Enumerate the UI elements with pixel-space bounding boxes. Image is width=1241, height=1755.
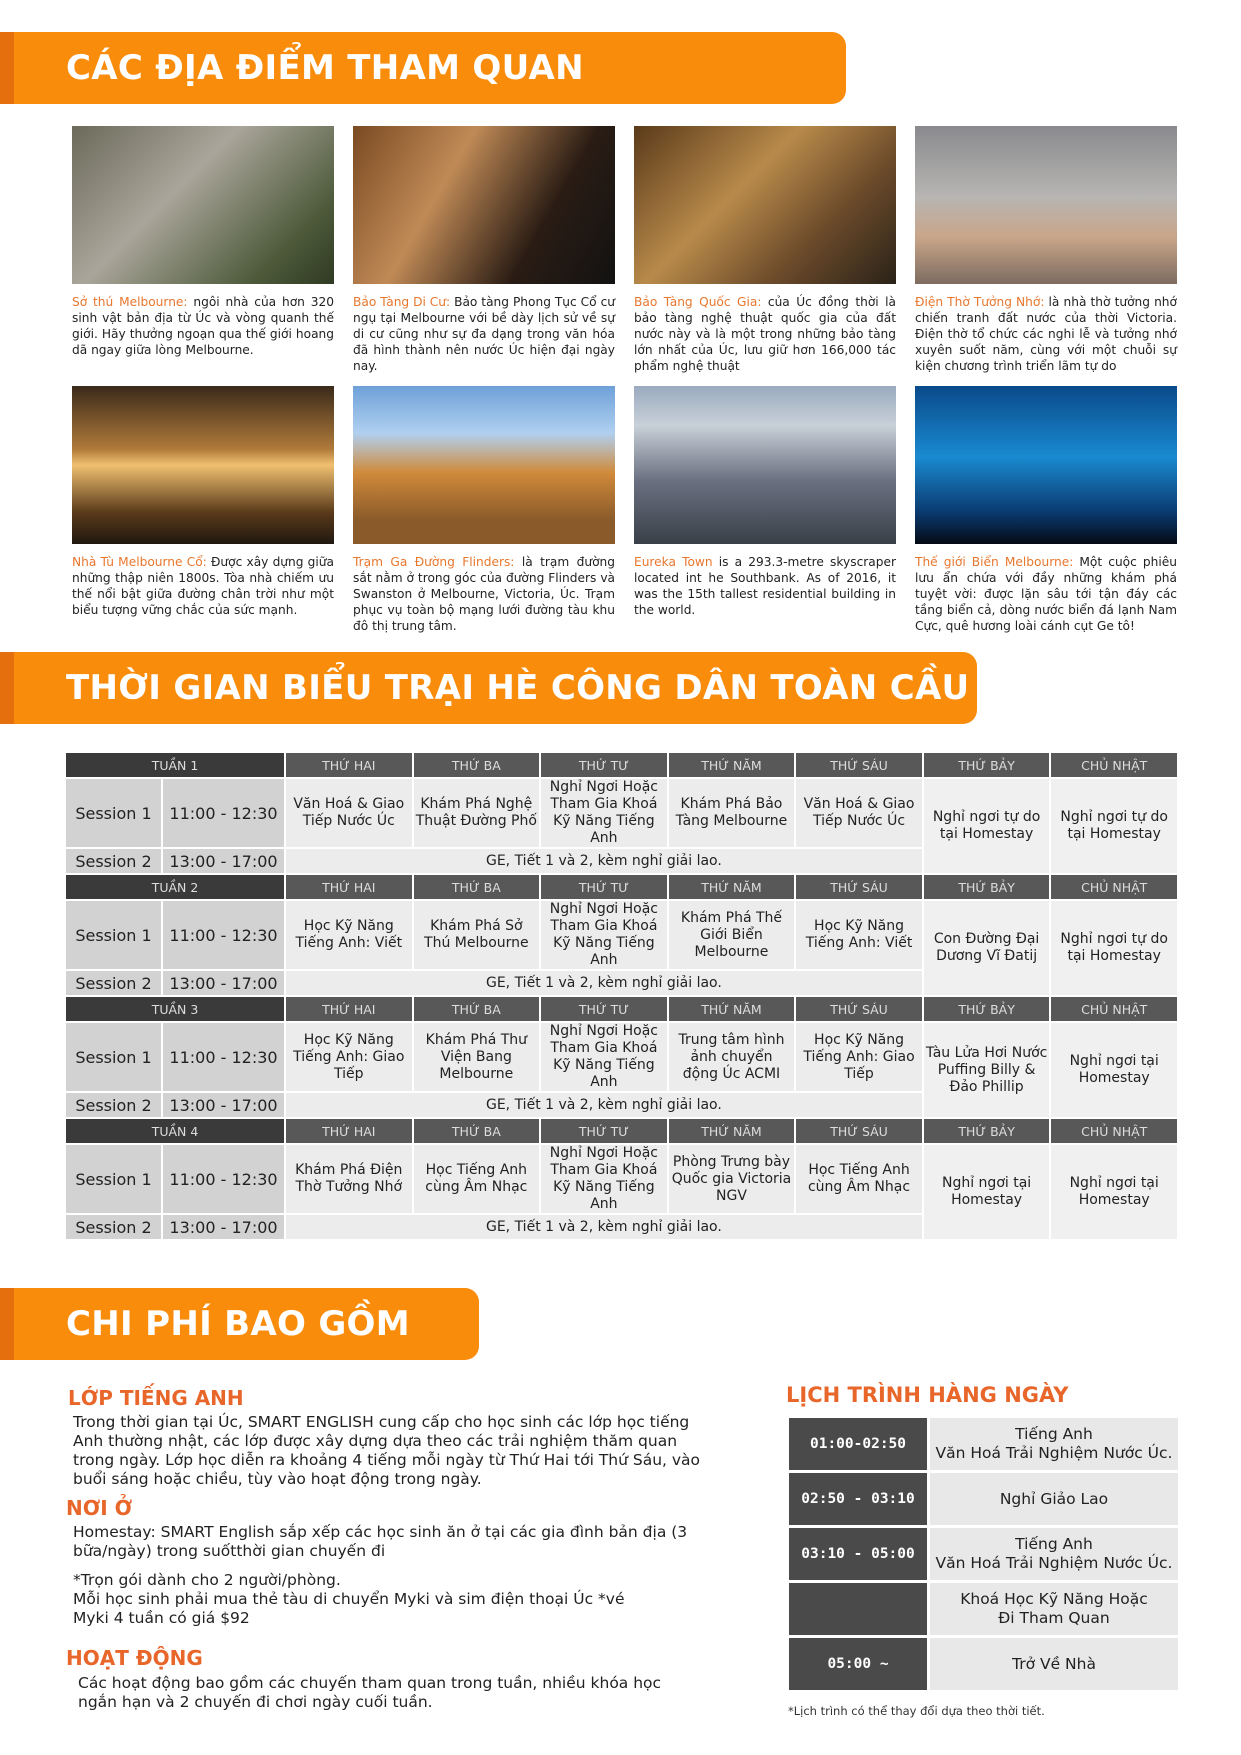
attraction-caption (634, 294, 896, 374)
session-label: Session 2 (66, 971, 161, 995)
day-header: THỨ BA (414, 875, 540, 899)
daily-schedule-footnote: *Lịch trình có thể thay đổi dựa theo thời tiết. (788, 1704, 1045, 1718)
daily-activity-line1: Khoá Học Kỹ Năng Hoặc (960, 1590, 1148, 1608)
session-label: Session 1 (66, 1023, 161, 1091)
day-header: THỨ SÁU (796, 997, 922, 1021)
attraction-description: Một cuộc phiêu lưu ẩn chứa với đầy những khám phá tuyệt vời: được lặn sâu tới tận đáy các tầng biển cả, dòng nước biển đá lạnh Nam Cực, quê hương loài cánh cụt Ge tô! (915, 555, 1178, 633)
day-header: THỨ TƯ (541, 997, 667, 1021)
day-header: THỨ SÁU (796, 875, 922, 899)
day-header: CHỦ NHẬT (1051, 997, 1177, 1021)
day-header: THỨ TƯ (541, 875, 667, 899)
daily-activity (930, 1528, 1178, 1580)
sunday-activity: Nghỉ ngơi tại Homestay (1051, 1023, 1177, 1117)
day-header: THỨ BA (414, 753, 540, 777)
daily-activity (930, 1473, 1178, 1525)
daily-time: 02:50 - 03:10 (789, 1473, 927, 1525)
day-header: THỨ HAI (286, 753, 412, 777)
week-header-row (66, 753, 1177, 777)
week-label: TUẦN 3 (66, 997, 284, 1021)
session-label: Session 1 (66, 901, 161, 969)
daily-time: 01:00-02:50 (789, 1418, 927, 1470)
attraction-description: là trạm đường sắt nằm ở trong góc của đường Flinders và Swanston ở Melbourne, Victoria, Úc. Trạm phục vụ toàn bộ mạng lưới đường tàu khu đô thị trung tâm. (353, 555, 615, 633)
daily-row (789, 1528, 1178, 1580)
weekly-schedule-table (64, 751, 1179, 1241)
sunday-activity: Nghỉ ngơi tự do tại Homestay (1051, 901, 1177, 995)
attraction-name: Bảo Tàng Quốc Gia: (634, 295, 762, 309)
daily-time: 03:10 - 05:00 (789, 1528, 927, 1580)
day-header: THỨ TƯ (541, 753, 667, 777)
daily-activity-line2: Đi Tham Quan (998, 1609, 1110, 1627)
attraction-card (634, 386, 896, 618)
attraction-caption (72, 294, 334, 358)
attraction-caption (915, 554, 1177, 634)
attraction-card (915, 386, 1177, 634)
attraction-name: Sở thú Melbourne: (72, 295, 188, 309)
museum-photo (353, 126, 615, 284)
attractions-banner (0, 32, 846, 104)
day-header: CHỦ NHẬT (1051, 1119, 1177, 1143)
attraction-card (72, 386, 334, 618)
attraction-name: Bảo Tàng Di Cư: (353, 295, 451, 309)
attraction-description: của Úc đồng thời là bảo tàng nghệ thuật quốc gia của đất nước này và là một trong những bảo tàng lớn nhất của Úc, lưu giữ hơn 166,000 tác phẩm nghệ thuật (634, 295, 896, 373)
daily-activity-line2: Văn Hoá Trải Nghiệm Nước Úc. (935, 1554, 1173, 1572)
skyline-photo (634, 386, 896, 544)
attraction-caption (72, 554, 334, 618)
station-photo (353, 386, 615, 544)
activities-text: Các hoạt động bao gồm các chuyến tham quan trong tuần, nhiều khóa học ngắn hạn và 2 chuyến đi chơi ngày cuối tuần. (78, 1674, 662, 1711)
activity-cell: Nghỉ Ngơi Hoặc Tham Gia Khoá Kỹ Năng Tiếng Anh (541, 779, 667, 847)
koala-photo (72, 126, 334, 284)
attraction-description: Được xây dựng giữa những thập niên 1800s. Tòa nhà chiếm ưu thế nổi bật giữa đường chân trời như một biểu tượng vững chắc của sức mạnh. (72, 555, 334, 617)
daily-schedule-table (786, 1415, 1181, 1693)
attraction-description: is a 293.3-metre skyscraper located int he Southbank. As of 2016, it was the 15th tallest residential building in the world. (634, 555, 897, 617)
activity-cell: Văn Hoá & Giao Tiếp Nước Úc (796, 779, 922, 847)
day-header: THỨ BẢY (924, 875, 1050, 899)
session2-activity: GE, Tiết 1 và 2, kèm nghỉ giải lao. (286, 971, 922, 995)
week-label: TUẦN 1 (66, 753, 284, 777)
session-time: 13:00 - 17:00 (163, 971, 284, 995)
saturday-activity: Con Đường Đại Dương Vĩ Đatij (924, 901, 1050, 995)
session-label: Session 1 (66, 779, 161, 847)
attraction-caption (915, 294, 1177, 374)
attraction-name: Nhà Tù Melbourne Cổ: (72, 555, 207, 569)
daily-row (789, 1418, 1178, 1470)
activities-heading: HOẠT ĐỘNG (66, 1646, 203, 1670)
activity-cell: Văn Hoá & Giao Tiếp Nước Úc (286, 779, 412, 847)
daily-row (789, 1583, 1178, 1635)
activity-cell: Nghỉ Ngơi Hoặc Tham Gia Khoá Kỹ Năng Tiếng Anh (541, 1145, 667, 1213)
attraction-description: ngôi nhà của hơn 320 sinh vật bản địa từ Úc và vòng quanh thế giới. Hãy thưởng ngoạn qua thế giới hoang dã ngay giữa lòng Melbourne. (72, 295, 334, 357)
activity-cell: Học Kỹ Năng Tiếng Anh: Giao Tiếp (286, 1023, 412, 1091)
attraction-name: Trạm Ga Đường Flinders: (353, 555, 515, 569)
attractions-title: CÁC ĐỊA ĐIỂM THAM QUAN (66, 48, 584, 88)
session1-row (66, 1145, 1177, 1213)
gallery-photo (634, 126, 896, 284)
attraction-name: Eureka Town (634, 555, 713, 569)
session-time: 11:00 - 12:30 (163, 901, 284, 969)
activity-cell: Khám Phá Thế Giới Biển Melbourne (669, 901, 795, 969)
day-header: THỨ NĂM (669, 875, 795, 899)
saturday-activity: Nghỉ ngơi tự do tại Homestay (924, 779, 1050, 873)
daily-activity (930, 1418, 1178, 1470)
session-time: 13:00 - 17:00 (163, 849, 284, 873)
day-header: CHỦ NHẬT (1051, 875, 1177, 899)
accommodation-note-myki: Mỗi học sinh phải mua thẻ tàu di chuyển Myki và sim điện thoại Úc *vé Myki 4 tuần có giá $92 (73, 1590, 625, 1627)
session2-activity: GE, Tiết 1 và 2, kèm nghỉ giải lao. (286, 1093, 922, 1117)
aquarium-photo (915, 386, 1177, 544)
day-header: THỨ HAI (286, 997, 412, 1021)
daily-time (789, 1583, 927, 1635)
session2-activity: GE, Tiết 1 và 2, kèm nghỉ giải lao. (286, 849, 922, 873)
attraction-card (353, 126, 615, 374)
week-header-row (66, 875, 1177, 899)
activity-cell: Học Kỹ Năng Tiếng Anh: Viết (796, 901, 922, 969)
session-time: 11:00 - 12:30 (163, 779, 284, 847)
session-label: Session 2 (66, 1215, 161, 1239)
day-header: THỨ HAI (286, 1119, 412, 1143)
day-header: CHỦ NHẬT (1051, 753, 1177, 777)
schedule-title: THỜI GIAN BIỂU TRẠI HÈ CÔNG DÂN TOÀN CẦU (66, 668, 970, 708)
week-label: TUẦN 4 (66, 1119, 284, 1143)
attraction-card (915, 126, 1177, 374)
attraction-caption (634, 554, 896, 618)
attraction-card (72, 126, 334, 358)
session-time: 13:00 - 17:00 (163, 1093, 284, 1117)
schedule-banner (0, 652, 977, 724)
day-header: THỨ NĂM (669, 753, 795, 777)
daily-time: 05:00 ~ (789, 1638, 927, 1690)
activity-cell: Khám Phá Điện Thờ Tưởng Nhớ (286, 1145, 412, 1213)
day-header: THỨ BẢY (924, 1119, 1050, 1143)
costs-title: CHI PHÍ BAO GỒM (66, 1304, 410, 1344)
day-header: THỨ TƯ (541, 1119, 667, 1143)
english-class-text: Trong thời gian tại Úc, SMART ENGLISH cung cấp cho học sinh các lớp học tiếng Anh thường nhật, các lớp được xây dựng dựa theo các trải nghiệm thăm quan trong ngày. Lớp học diễn ra khoảng 4 tiếng mỗi ngày từ Thứ Hai tới Thứ Sáu, vào buổi sáng hoặc chiều, tùy vào hoạt động trong ngày. (73, 1413, 701, 1488)
accommodation-text: Homestay: SMART English sắp xếp các học sinh ăn ở tại các gia đình bản địa (3 bữa/ngày) trong suốtthời gian chuyến đi (73, 1523, 688, 1560)
sunday-activity: Nghỉ ngơi tự do tại Homestay (1051, 779, 1177, 873)
activity-cell: Nghỉ Ngơi Hoặc Tham Gia Khoá Kỹ Năng Tiếng Anh (541, 901, 667, 969)
day-header: THỨ NĂM (669, 997, 795, 1021)
day-header: THỨ HAI (286, 875, 412, 899)
activity-cell: Phòng Trưng bày Quốc gia Victoria NGV (669, 1145, 795, 1213)
attraction-name: Thế giới Biển Melbourne: (915, 555, 1074, 569)
activity-cell: Học Kỹ Năng Tiếng Anh: Viết (286, 901, 412, 969)
activity-cell: Khám Phá Bảo Tàng Melbourne (669, 779, 795, 847)
daily-activity (930, 1638, 1178, 1690)
daily-activity-line2: Văn Hoá Trải Nghiệm Nước Úc. (935, 1444, 1173, 1462)
saturday-activity: Nghỉ ngơi tại Homestay (924, 1145, 1050, 1239)
day-header: THỨ BẢY (924, 997, 1050, 1021)
attraction-card (353, 386, 615, 634)
activity-cell: Học Tiếng Anh cùng Âm Nhạc (414, 1145, 540, 1213)
session-time: 13:00 - 17:00 (163, 1215, 284, 1239)
english-class-heading: LỚP TIẾNG ANH (68, 1386, 244, 1410)
week-header-row (66, 997, 1177, 1021)
session-label: Session 2 (66, 849, 161, 873)
activity-cell: Khám Phá Thư Viện Bang Melbourne (414, 1023, 540, 1091)
accommodation-note-package: *Trọn gói dành cho 2 người/phòng. (73, 1571, 341, 1589)
attraction-caption (353, 554, 615, 634)
daily-activity-line1: Tiếng Anh (1015, 1425, 1093, 1443)
daily-activity-line1: Nghỉ Giảo Lao (999, 1489, 1109, 1508)
day-header: THỨ SÁU (796, 753, 922, 777)
attraction-name: Điện Thờ Tưởng Nhớ: (915, 295, 1045, 309)
session1-row (66, 1023, 1177, 1091)
daily-activity-line1: Trở Về Nhà (1012, 1654, 1096, 1673)
attraction-card (634, 126, 896, 374)
session-label: Session 2 (66, 1093, 161, 1117)
session-time: 11:00 - 12:30 (163, 1023, 284, 1091)
session-time: 11:00 - 12:30 (163, 1145, 284, 1213)
gaol-photo (72, 386, 334, 544)
activity-cell: Học Tiếng Anh cùng Âm Nhạc (796, 1145, 922, 1213)
attraction-caption (353, 294, 615, 374)
activity-cell: Học Kỹ Năng Tiếng Anh: Giao Tiếp (796, 1023, 922, 1091)
session1-row (66, 779, 1177, 847)
saturday-activity: Tàu Lửa Hơi Nước Puffing Billy & Đảo Phillip (924, 1023, 1050, 1117)
costs-banner (0, 1288, 479, 1360)
shrine-photo (915, 126, 1177, 284)
attraction-description: là nhà thờ tưởng nhớ chiến tranh đất nước của thời Victoria. Điện thờ tổ chức các nghi lễ và tưởng nhớ xuyên suốt năm, cùng với một chuỗi sự kiện chương trình triển lãm tự do (915, 295, 1177, 373)
session-label: Session 1 (66, 1145, 161, 1213)
day-header: THỨ BA (414, 997, 540, 1021)
activity-cell: Khám Phá Sở Thú Melbourne (414, 901, 540, 969)
accommodation-heading: NƠI Ở (66, 1496, 133, 1520)
session1-row (66, 901, 1177, 969)
attraction-description: Bảo tàng Phong Tục Cổ cư ngụ tại Melbourne với bề dày lịch sử về sự di cư cũng như sự đa dạng trong văn hóa đã hình thành nên nước Úc hiện đại ngày nay. (353, 295, 615, 373)
day-header: THỨ BẢY (924, 753, 1050, 777)
day-header: THỨ BA (414, 1119, 540, 1143)
week-label: TUẦN 2 (66, 875, 284, 899)
activity-cell: Khám Phá Nghệ Thuật Đường Phố (414, 779, 540, 847)
week-header-row (66, 1119, 1177, 1143)
activity-cell: Trung tâm hình ảnh chuyển động Úc ACMI (669, 1023, 795, 1091)
day-header: THỨ NĂM (669, 1119, 795, 1143)
activity-cell: Nghỉ Ngơi Hoặc Tham Gia Khoá Kỹ Năng Tiếng Anh (541, 1023, 667, 1091)
sunday-activity: Nghỉ ngơi tại Homestay (1051, 1145, 1177, 1239)
session2-activity: GE, Tiết 1 và 2, kèm nghỉ giải lao. (286, 1215, 922, 1239)
day-header: THỨ SÁU (796, 1119, 922, 1143)
daily-schedule-heading: LỊCH TRÌNH HÀNG NGÀY (786, 1383, 1069, 1407)
daily-activity-line1: Tiếng Anh (1015, 1535, 1093, 1553)
daily-activity (930, 1583, 1178, 1635)
daily-row (789, 1638, 1178, 1690)
daily-row (789, 1473, 1178, 1525)
